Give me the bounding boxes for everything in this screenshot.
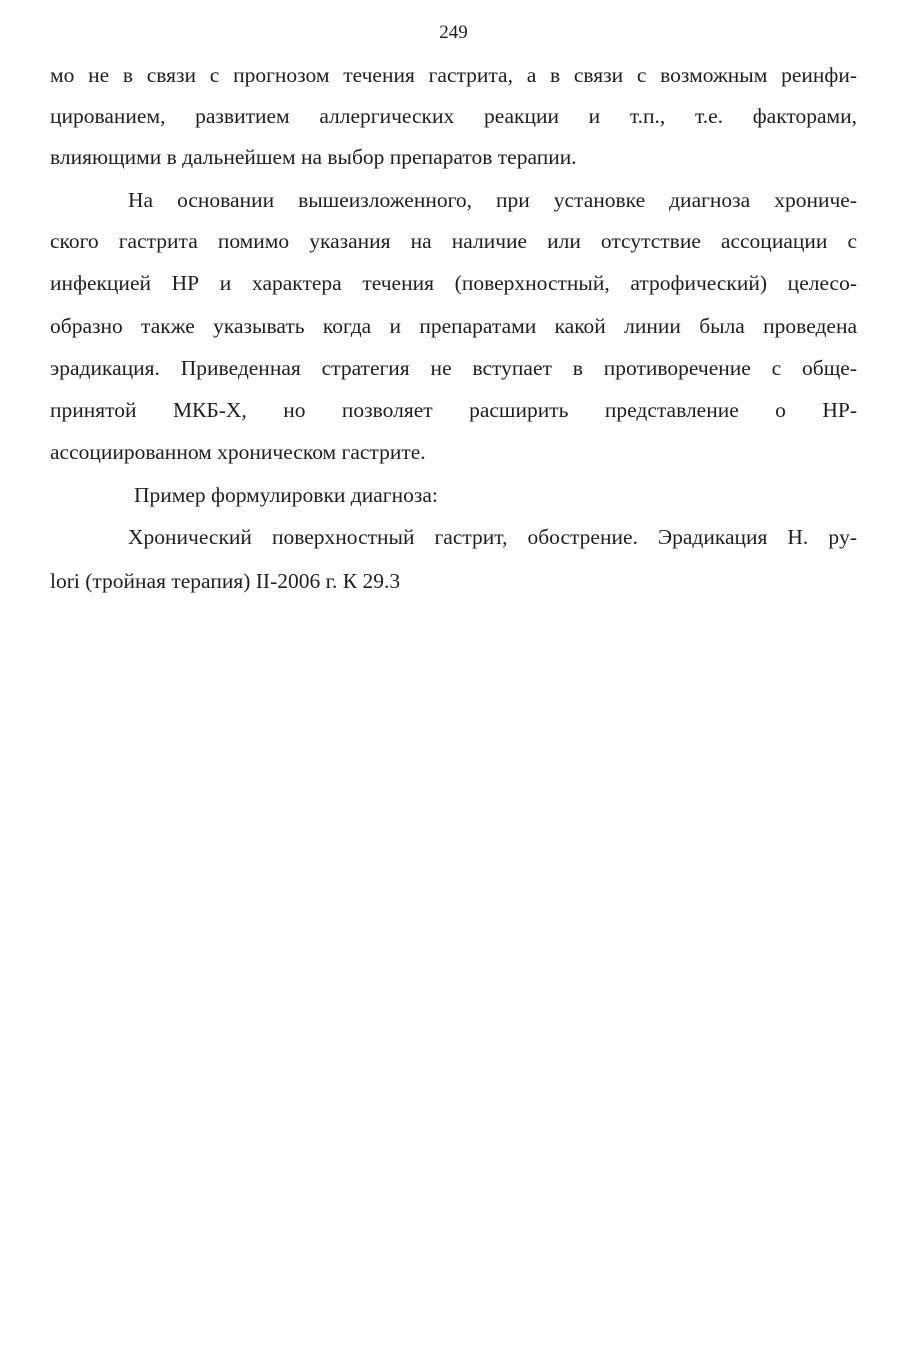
text-line: образно также указывать когда и препаратами какой линии была проведена [50,314,857,338]
text-line: цированием, развитием аллергических реакции и т.п., т.е. факторами, [50,104,857,128]
text-line: ского гастрита помимо указания на наличие или отсутствие ассоциации с [50,229,857,253]
paragraph-first-line: На основании вышеизложенного, при установке диагноза хрониче- [128,188,857,212]
text-line: влияющими в дальнейшем на выбор препаратов терапии. [50,145,577,169]
text-line: мо не в связи с прогнозом течения гастрита, а в связи с возможным реинфи- [50,63,857,87]
page-number: 249 [439,22,468,43]
example-heading: Пример формулировки диагноза: [134,483,438,507]
text-line: ассоциированном хроническом гастрите. [50,440,426,464]
text-line: инфекцией НР и характера течения (поверхностный, атрофический) целесо- [50,271,857,295]
diagnosis-example-line: lori (тройная терапия) II-2006 г. К 29.3 [50,569,401,593]
text-line: принятой МКБ-Х, но позволяет расширить представление о НР- [50,398,857,422]
text-line: эрадикация. Приведенная стратегия не вступает в противоречение с обще- [50,356,857,380]
diagnosis-example-line: Хронический поверхностный гастрит, обострение. Эрадикация H. py- [128,525,857,549]
